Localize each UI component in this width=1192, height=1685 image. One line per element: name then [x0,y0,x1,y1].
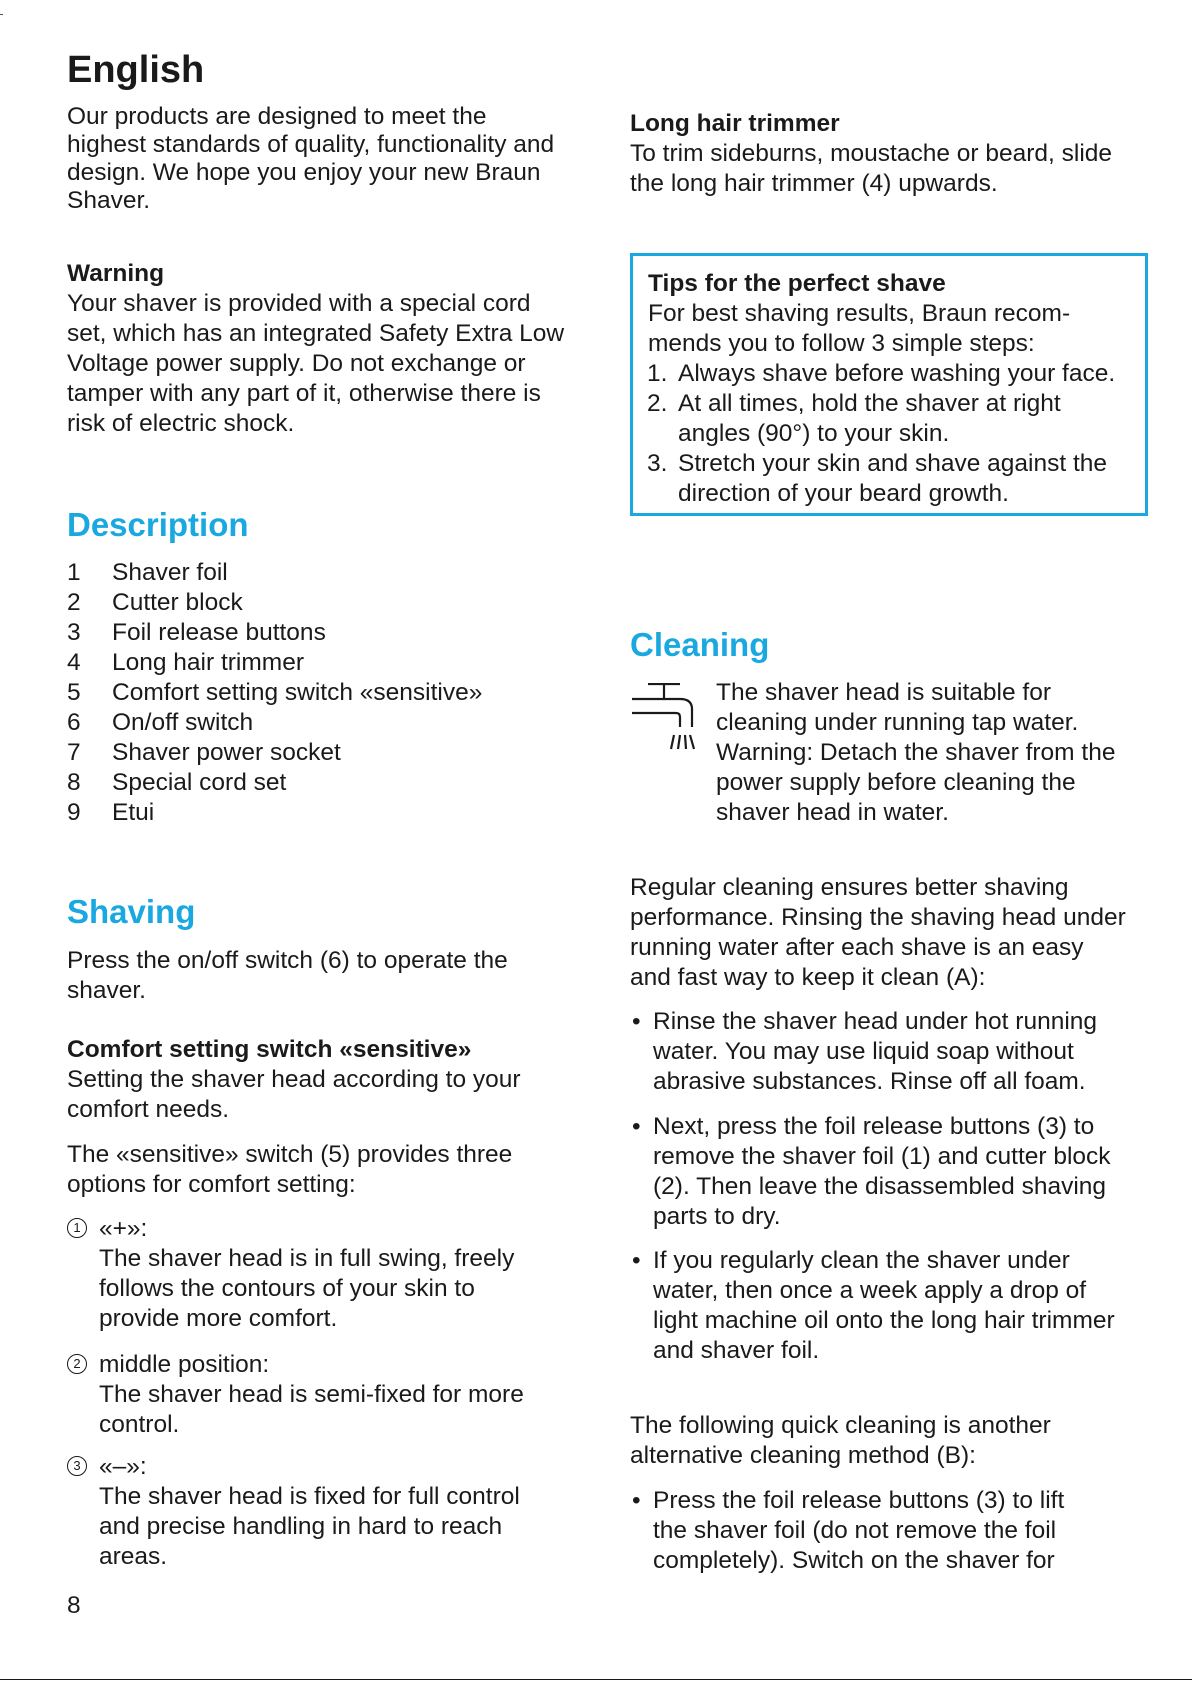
bullet-line: (2). Then leave the disassembled shaving [653,1173,1107,1200]
tip-line: angles (90°) to your skin. [678,420,950,447]
comfort-line: Setting the shaver head according to your [67,1066,521,1093]
warning-line: Voltage power supply. Do not exchange or [67,350,526,377]
comfort-heading: Comfort setting switch «sensitive» [67,1036,472,1063]
item-label: Shaver power socket [112,739,341,766]
regular-line: performance. Rinsing the shaving head under [630,904,1126,931]
option-label: «+»: [99,1215,148,1242]
bullet-dot: • [632,1113,641,1140]
bullet-dot: • [632,1247,641,1274]
warning-line: set, which has an integrated Safety Extra Low [67,320,565,347]
bullet-line: the shaver foil (do not remove the foil [653,1517,1057,1544]
description-item [67,558,228,588]
regular-line: Regular cleaning ensures better shaving [630,874,1069,901]
option-line: follows the contours of your skin to [99,1275,475,1302]
page-title: English [67,49,205,91]
tap-water-icon [630,683,702,753]
option-line: The shaver head is semi-fixed for more [99,1381,524,1408]
item-label: Shaver foil [112,559,228,586]
description-item [67,708,253,738]
comfort-line: comfort needs. [67,1096,230,1123]
tip-number: 3. [647,450,668,477]
warning-line: risk of electric shock. [67,410,295,437]
item-number: 1 [67,559,81,586]
item-label: Special cord set [112,769,287,796]
quick-line: The following quick cleaning is another [630,1412,1051,1439]
item-label: Comfort setting switch «sensitive» [112,679,483,706]
tip-number: 2. [647,390,668,417]
tip-line: At all times, hold the shaver at right [678,390,1061,417]
page-number: 8 [67,1592,81,1619]
description-item [67,588,243,618]
item-number: 3 [67,619,81,646]
description-item [67,678,482,708]
bullet-line: abrasive substances. Rinse off all foam. [653,1068,1086,1095]
trimmer-line: the long hair trimmer (4) upwards. [630,170,998,197]
intro-line: Our products are designed to meet the [67,103,487,130]
trimmer-line: To trim sideburns, moustache or beard, slide [630,140,1113,167]
shaving-line: Press the on/off switch (6) to operate the [67,947,508,974]
item-number: 6 [67,709,81,736]
bullet-line: parts to dry. [653,1203,781,1230]
bullet-dot: • [632,1008,641,1035]
trimmer-heading: Long hair trimmer [630,110,840,137]
bullet-line: light machine oil onto the long hair trimmer [653,1307,1115,1334]
item-number: 7 [67,739,81,766]
cleaning-icon-line: shaver head in water. [716,799,949,826]
intro-line: Shaver. [67,187,151,214]
tip-number: 1. [647,360,668,387]
cleaning-heading: Cleaning [630,626,770,663]
bullet-line: and shaver foil. [653,1337,820,1364]
cleaning-icon-line: power supply before cleaning the [716,769,1076,796]
regular-line: running water after each shave is an easy [630,934,1084,961]
cleaning-icon-line: cleaning under running tap water. [716,709,1079,736]
tip-line: Always shave before washing your face. [678,360,1116,387]
bullet-line: water, then once a week apply a drop of [653,1277,1087,1304]
quick-line: alternative cleaning method (B): [630,1442,976,1469]
tip-line: Stretch your skin and shave against the [678,450,1108,477]
description-item [67,648,304,678]
warning-line: tamper with any part of it, otherwise there is [67,380,541,407]
tips-box [630,253,1148,516]
option-line: and precise handling in hard to reach [99,1513,503,1540]
item-number: 2 [67,589,81,616]
shaving-line: shaver. [67,977,146,1004]
item-number: 9 [67,799,81,826]
item-label: Long hair trimmer [112,649,304,676]
tips-intro-line: mends you to follow 3 simple steps: [648,330,1035,357]
cleaning-icon-line: The shaver head is suitable for [716,679,1052,706]
option-line: The shaver head is in full swing, freely [99,1245,515,1272]
bullet-line: Next, press the foil release buttons (3) to [653,1113,1095,1140]
item-label: Foil release buttons [112,619,326,646]
item-number: 4 [67,649,81,676]
intro-line: highest standards of quality, functionality and [67,131,555,158]
option-label: middle position: [99,1351,270,1378]
item-number: 8 [67,769,81,796]
bottom-rule [0,1679,1192,1680]
description-item [67,798,154,828]
description-item [67,768,286,798]
circled-number: 1 [67,1218,87,1238]
bullet-line: remove the shaver foil (1) and cutter block [653,1143,1111,1170]
intro-line: design. We hope you enjoy your new Braun [67,159,541,186]
sensitive-line: options for comfort setting: [67,1171,356,1198]
tip-line: direction of your beard growth. [678,480,1009,507]
bullet-line: completely). Switch on the shaver for [653,1547,1055,1574]
description-item [67,618,326,648]
description-heading: Description [67,506,249,543]
warning-line: Your shaver is provided with a special cord [67,290,531,317]
shaving-heading: Shaving [67,893,196,930]
option-line: The shaver head is fixed for full control [99,1483,520,1510]
item-number: 5 [67,679,81,706]
regular-line: and fast way to keep it clean (A): [630,964,986,991]
item-label: On/off switch [112,709,254,736]
option-line: provide more comfort. [99,1305,338,1332]
item-label: Cutter block [112,589,243,616]
cleaning-icon-line: Warning: Detach the shaver from the [716,739,1116,766]
tips-heading: Tips for the perfect shave [648,270,946,297]
option-line: areas. [99,1543,168,1570]
sensitive-line: The «sensitive» switch (5) provides three [67,1141,513,1168]
bullet-line: If you regularly clean the shaver under [653,1247,1070,1274]
circled-number: 3 [67,1456,87,1476]
bullet-line: Press the foil release buttons (3) to lift [653,1487,1065,1514]
warning-heading: Warning [67,260,165,287]
bullet-line: water. You may use liquid soap without [653,1038,1074,1065]
crop-mark [0,14,3,15]
option-line: control. [99,1411,180,1438]
item-label: Etui [112,799,155,826]
bullet-dot: • [632,1487,641,1514]
description-item [67,738,341,768]
option-label: «–»: [99,1453,147,1480]
tips-intro-line: For best shaving results, Braun recom- [648,300,1071,327]
circled-number: 2 [67,1354,87,1374]
bullet-line: Rinse the shaver head under hot running [653,1008,1098,1035]
